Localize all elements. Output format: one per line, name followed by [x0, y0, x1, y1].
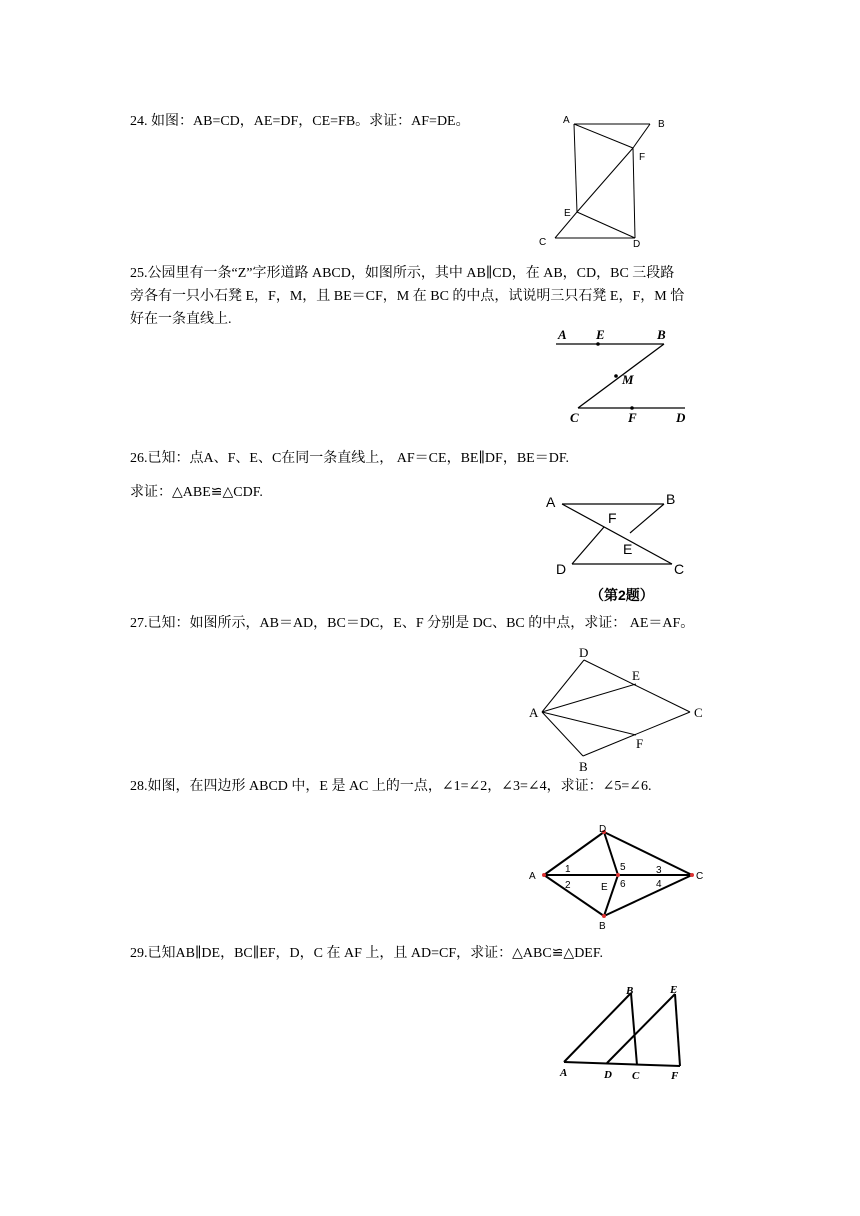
label-a: A — [558, 327, 567, 342]
label-a: A — [529, 705, 539, 720]
problem-24-text: 24. 如图：AB=CD，AE=DF，CE=FB。求证：AF=DE。 — [130, 114, 470, 129]
label-d: D — [633, 239, 641, 250]
label-b: B — [599, 921, 606, 932]
problem-25-text-1: 25.公园里有一条“Z”字形道路 ABCD，如图所示，其中 AB∥CD，在 AB，CD，BC 三段路 — [130, 266, 675, 281]
label-a: A — [529, 871, 536, 882]
label-3: 3 — [656, 865, 662, 876]
label-e: E — [670, 984, 678, 996]
label-e: E — [564, 208, 571, 219]
label-2: 2 — [565, 880, 571, 891]
problem-26-text-2: 求证：△ABE≌△CDF. — [130, 485, 263, 500]
problem-27-figure — [520, 640, 720, 774]
label-d: D — [579, 645, 589, 660]
problem-29-figure — [548, 975, 698, 1085]
label-f: F — [628, 410, 637, 425]
label-d: D — [676, 410, 686, 425]
label-4: 4 — [656, 879, 662, 890]
problem-27-text: 27.已知：如图所示，AB＝AD，BC＝DC，E、F 分别是 DC、BC 的中点，求证： AE＝AF。 — [130, 616, 695, 631]
problem-26-text-1: 26.已知：点A、F、E、C在同一条直线上， AF＝CE，BE∥DF，BE＝DF. — [130, 451, 569, 466]
label-1: 1 — [565, 864, 571, 875]
label-d: D — [604, 1069, 612, 1081]
label-e: E — [623, 541, 633, 557]
problem-25-figure — [540, 320, 700, 430]
label-b: B — [626, 985, 634, 997]
label-b: B — [658, 119, 665, 130]
label-6: 6 — [620, 879, 626, 890]
problem-29-text: 29.已知AB∥DE，BC∥EF，D，C 在 AF 上，且 AD=CF，求证：△ABC≌△DEF. — [130, 946, 604, 961]
figure-caption: （第2题） — [590, 587, 654, 603]
label-c: C — [632, 1070, 640, 1082]
label-b: B — [579, 759, 588, 774]
label-d: D — [556, 561, 567, 577]
label-f: F — [608, 510, 617, 526]
label-e: E — [632, 668, 640, 683]
label-c: C — [539, 237, 547, 248]
label-a: A — [546, 494, 556, 510]
label-f: F — [636, 736, 644, 751]
problem-25-text-3: 好在一条直线上. — [130, 312, 232, 327]
label-a: A — [563, 115, 570, 126]
label-b: B — [666, 491, 676, 507]
label-f: F — [671, 1070, 679, 1082]
label-c: C — [674, 561, 685, 577]
label-e: E — [601, 882, 608, 893]
problem-28-figure — [520, 820, 720, 930]
label-e: E — [596, 327, 605, 342]
label-b: B — [657, 327, 666, 342]
label-5: 5 — [620, 862, 626, 873]
label-c: C — [696, 871, 704, 882]
label-m: M — [622, 372, 634, 387]
problem-26-figure — [538, 486, 698, 608]
problem-25-text-2: 旁各有一只小石凳 E，F，M，且 BE＝CF，M 在 BC 的中点，试说明三只石凳 E，F，M 恰 — [130, 289, 685, 304]
label-c: C — [694, 705, 703, 720]
label-f: F — [639, 152, 646, 163]
label-c: C — [570, 410, 579, 425]
label-d: D — [599, 824, 607, 835]
problem-28-text: 28.如图，在四边形 ABCD 中，E 是 AC 上的一点，∠1=∠2，∠3=∠4，求证：∠5=∠6. — [130, 779, 652, 794]
problem-24-figure — [530, 110, 670, 255]
label-a: A — [560, 1067, 568, 1079]
